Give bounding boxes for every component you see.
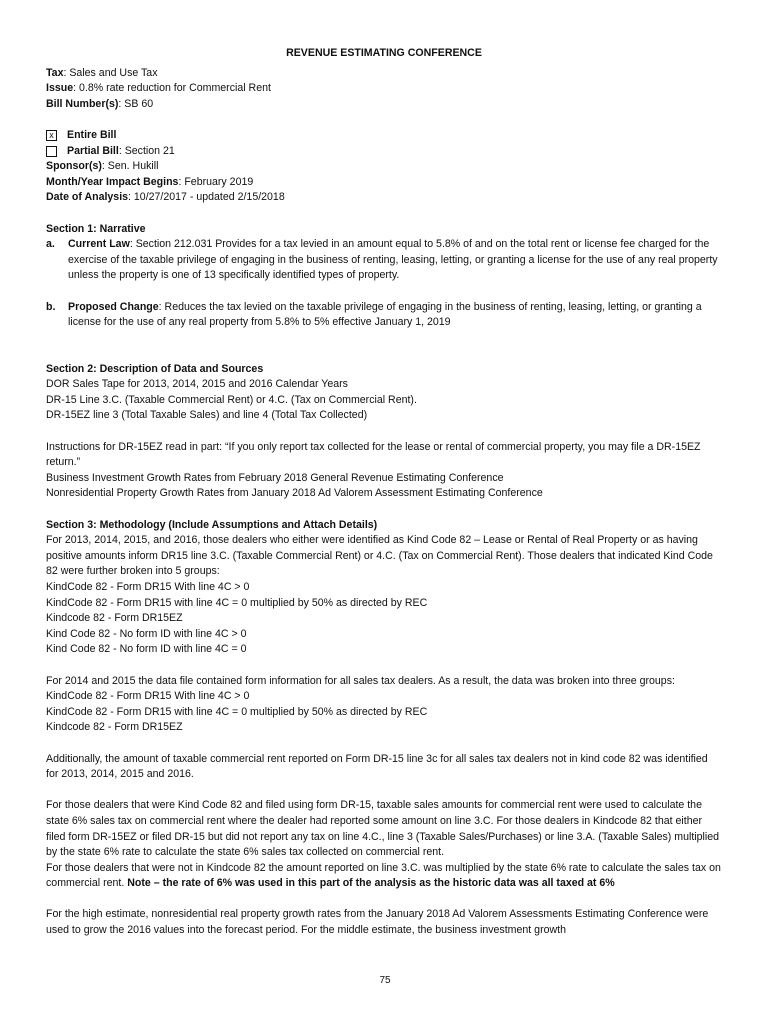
proposed-change-body: : Reduces the tax levied on the taxable privilege of engaging in the business of renting, leasing, letting, or granting a license for the use of any real property from 5.8% to 5% effective January 1, 2019 bbox=[68, 300, 702, 329]
partial-bill-value: : Section 21 bbox=[118, 144, 175, 157]
month-label: Month/Year Impact Begins bbox=[46, 175, 179, 188]
sponsor-line bbox=[46, 159, 722, 175]
group3-item: KindCode 82 - Form DR15 with line 4C = 0 multiplied by 50% as directed by REC bbox=[46, 705, 428, 718]
tax-value: : Sales and Use Tax bbox=[63, 66, 158, 79]
spacer bbox=[46, 331, 722, 362]
group5-item: KindCode 82 - Form DR15 With line 4C > 0 bbox=[46, 581, 250, 593]
section3-not-in bbox=[46, 861, 722, 892]
document-body bbox=[46, 46, 722, 939]
issue-value: : 0.8% rate reduction for Commercial Rent bbox=[73, 82, 271, 95]
document-title: REVENUE ESTIMATING CONFERENCE bbox=[286, 47, 482, 59]
date-value: : 10/27/2017 - updated 2/15/2018 bbox=[128, 191, 285, 204]
list-marker-a: a. bbox=[46, 238, 55, 251]
group5-item: Kind Code 82 - No form ID with line 4C = 0 bbox=[46, 643, 247, 656]
group5-item: Kindcode 82 - Form DR15EZ bbox=[46, 612, 183, 625]
section3-high: For the high estimate, nonresidential real property growth rates from the January 2018 Ad Valorem Assessments Estimating Conference were used to grow the 2016 values into the forecast period. For the middle estimate, the business investment growth bbox=[46, 908, 709, 937]
bill-line bbox=[46, 97, 722, 113]
section3-those-dealers: For those dealers that were Kind Code 82 and filed using form DR-15, taxable sales amounts for commercial rent were used to calculate the state 6% sales tax on commercial rent where the dealer had reported some amount on line 3.C. For those dealers in Kindcode 82 that either filed form DR-15EZ or filed DR-15 but did not report any tax on line 4.C., line 3 (Taxable Sales/Purchases) or line 3.A. (Taxable Sales) multiplied by the state 6% rate to calculate the state 6% sales tax collected on commercial rent. bbox=[46, 799, 720, 859]
proposed-change-label: Proposed Change bbox=[68, 300, 159, 313]
group5-item: Kind Code 82 - No form ID with line 4C > 0 bbox=[46, 627, 247, 640]
proposed-change-item bbox=[46, 300, 722, 331]
section2-line3: DR-15EZ line 3 (Total Taxable Sales) and line 4 (Total Tax Collected) bbox=[46, 409, 368, 422]
entire-bill-checkbox[interactable]: x bbox=[46, 130, 57, 141]
spacer bbox=[46, 112, 722, 128]
section3-intro: For 2013, 2014, 2015, and 2016, those dealers who either were identified as Kind Code 82 – Lease or Rental of Real Property or as having positive amounts inform DR15 line 3.C. (Taxable Commercial Rent) or 4.C. (Tax on Commercial Rent). Those dealers that indicated Kind Code 82 were further broken into 5 groups: bbox=[46, 534, 713, 578]
month-value: : February 2019 bbox=[178, 175, 254, 188]
issue-label: Issue bbox=[46, 82, 74, 95]
issue-line bbox=[46, 81, 722, 97]
bill-value: : SB 60 bbox=[118, 97, 154, 110]
section3-not-in-text: For those dealers that were not in Kindcode 82 the amount reported on line 3.C. was multiplied by the state 6% rate to calculate the sales tax on commercial rent. bbox=[46, 861, 721, 890]
group3-item: Kindcode 82 - Form DR15EZ bbox=[46, 721, 183, 734]
section2-line1: DOR Sales Tape for 2013, 2014, 2015 and 2016 Calendar Years bbox=[46, 378, 348, 391]
partial-bill-row bbox=[46, 144, 722, 160]
spacer bbox=[46, 502, 722, 518]
month-line bbox=[46, 175, 722, 191]
section2-line2: DR-15 Line 3.C. (Taxable Commercial Rent) or 4.C. (Tax on Commercial Rent). bbox=[46, 393, 417, 406]
current-law-text bbox=[68, 237, 722, 284]
section3-heading: Section 3: Methodology (Include Assumptions and Attach Details) bbox=[46, 518, 378, 531]
current-law-item bbox=[46, 237, 722, 284]
sponsor-value: : Sen. Hukill bbox=[101, 160, 159, 173]
spacer bbox=[46, 206, 722, 222]
bill-label: Bill Number(s) bbox=[46, 97, 119, 110]
section3-2014-para: For 2014 and 2015 the data file contained form information for all sales tax dealers. As a result, the data was broken into three groups: bbox=[46, 674, 675, 687]
spacer bbox=[46, 284, 722, 300]
page-number: 75 bbox=[379, 975, 391, 986]
partial-bill-label: Partial Bill bbox=[67, 144, 119, 157]
current-law-body: : Section 212.031 Provides for a tax levied in an amount equal to 5.8% of and on the total rent or license fee charged for the exercise of the taxable privilege of engaging in the business of renting, leasing, letting, or granting a license for the use of any real property unless the property is one of 13 specifically identified types of property. bbox=[68, 238, 718, 282]
spacer bbox=[46, 783, 722, 799]
spacer bbox=[46, 658, 722, 674]
section3-additionally: Additionally, the amount of taxable commercial rent reported on Form DR-15 line 3c for all sales tax dealers not in kind code 82 was identified for 2013, 2014, 2015 and 2016. bbox=[46, 752, 708, 781]
partial-bill-checkbox[interactable] bbox=[46, 146, 57, 157]
group3-item: KindCode 82 - Form DR15 With line 4C > 0 bbox=[46, 690, 250, 703]
section2-heading: Section 2: Description of Data and Sources bbox=[46, 362, 264, 375]
tax-label: Tax bbox=[46, 66, 64, 79]
spacer bbox=[46, 424, 722, 440]
entire-bill-label: Entire Bill bbox=[67, 128, 117, 141]
spacer bbox=[46, 892, 722, 908]
spacer bbox=[46, 736, 722, 752]
section2-line5: Nonresidential Property Growth Rates from January 2018 Ad Valorem Assessment Estimating Conference bbox=[46, 487, 543, 500]
section2-instructions: Instructions for DR-15EZ read in part: “If you only report tax collected for the lease or rental of commercial property, you may file a DR-15EZ return.” bbox=[46, 440, 701, 469]
section3-note: Note – the rate of 6% was used in this part of the analysis as the historic data was all taxed at 6% bbox=[127, 877, 615, 890]
list-marker-b: b. bbox=[46, 300, 56, 313]
proposed-change-text bbox=[68, 300, 722, 331]
entire-bill-row bbox=[46, 128, 722, 144]
date-line bbox=[46, 190, 722, 206]
tax-line bbox=[46, 66, 722, 82]
current-law-label: Current Law bbox=[68, 238, 130, 251]
sponsor-label: Sponsor(s) bbox=[46, 160, 102, 173]
group5-item: KindCode 82 - Form DR15 with line 4C = 0 multiplied by 50% as directed by REC bbox=[46, 596, 428, 609]
date-label: Date of Analysis bbox=[46, 191, 129, 204]
section1-heading: Section 1: Narrative bbox=[46, 222, 146, 235]
section2-line4: Business Investment Growth Rates from February 2018 General Revenue Estimating Conference bbox=[46, 471, 504, 484]
